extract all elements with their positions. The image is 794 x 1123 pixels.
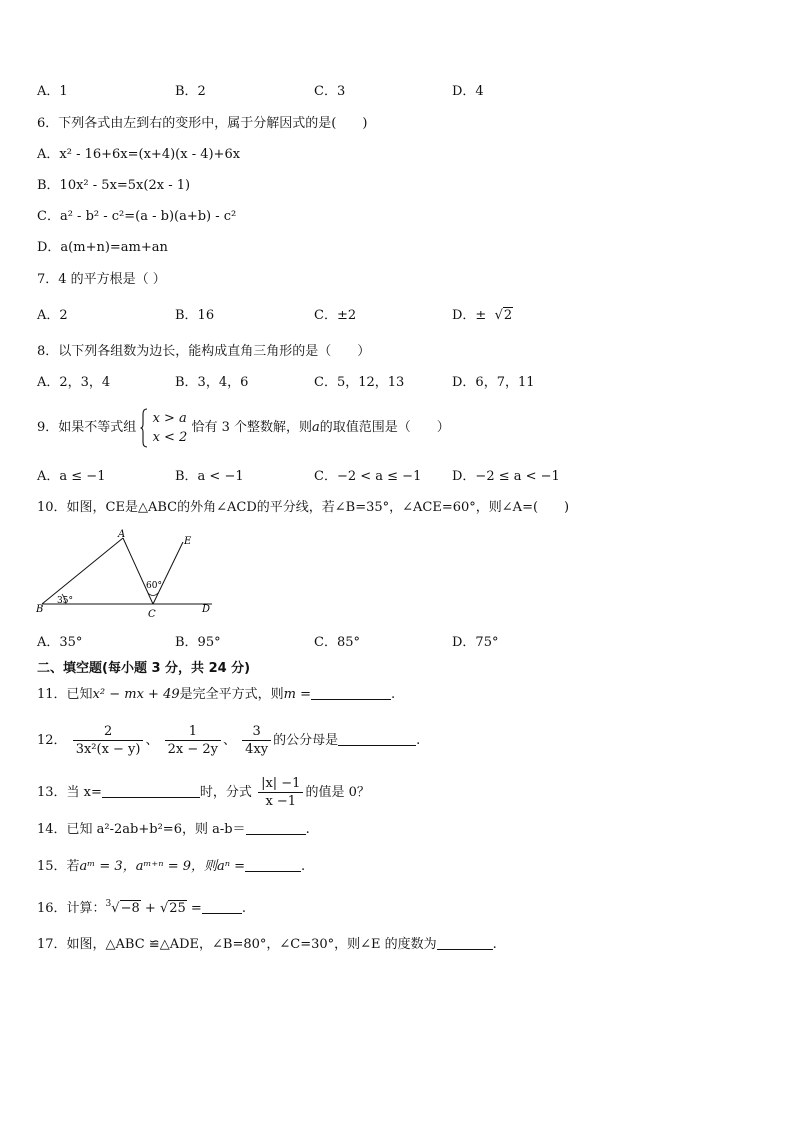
q16-cube-index: 3 [105, 899, 112, 909]
q8-option-d[interactable]: D．6，7，11 [452, 375, 535, 390]
q9-stem [37, 406, 450, 450]
q9-option-b[interactable]: B．a < −1 [175, 469, 244, 484]
q13-fraction [258, 775, 303, 810]
q13-answer-blank[interactable] [102, 784, 200, 798]
q16-prefix: 16．计算： [37, 901, 106, 916]
q13-num: |x| −1 [258, 775, 303, 793]
q12-f1-den: 3x²(x − y) [75, 742, 141, 757]
q15-e2: aᵐ⁺ⁿ = 9，则 [135, 859, 217, 874]
q11 [37, 686, 395, 704]
q13-mid: 时，分式 [199, 785, 252, 800]
q16-cube-arg: −8 [120, 901, 140, 916]
q17 [37, 936, 497, 954]
q9-inequality-system [153, 409, 188, 447]
sqrt-symbol: √2 [490, 308, 513, 323]
side-ab [42, 538, 123, 604]
q6-option-d[interactable]: D．a(m+n)=am+an [37, 240, 168, 255]
q16-plus: + [144, 901, 156, 916]
q10-triangle-figure [30, 528, 220, 620]
label-angle-b: 35° [57, 596, 73, 606]
q12-f3-den: 4xy [245, 742, 269, 757]
q5-option-d[interactable]: D．4 [452, 84, 484, 99]
sqrt-symbol: √25 [159, 901, 186, 916]
label-angle-c: 60° [146, 581, 162, 591]
q9-option-d[interactable]: D．−2 ≤ a < −1 [452, 469, 560, 484]
q12-prefix: 12． [37, 733, 67, 748]
q6-option-b[interactable]: B．10x² - 5x=5x(2x - 1) [37, 178, 191, 193]
q16-sqrt-arg: 25 [169, 901, 186, 916]
q12-answer-blank[interactable] [338, 732, 416, 746]
label-b: B [36, 604, 44, 615]
q16-end: . [241, 901, 246, 916]
q9-var: a [312, 420, 320, 435]
q12-f2-den: 2x − 2y [167, 742, 219, 757]
q13-suffix: 的值是 0？ [305, 785, 370, 800]
q8-option-c[interactable]: C．5，12，13 [314, 375, 405, 390]
q15-answer-blank[interactable] [245, 858, 301, 872]
label-d: D [202, 604, 211, 615]
q11-prefix: 11．已知 [37, 687, 93, 702]
q15-e3: aⁿ = [217, 859, 246, 874]
q10-option-d[interactable]: D．75° [452, 635, 499, 650]
q6-stem: 6．下列各式由左到右的变形中，属于分解因式的是( ) [37, 116, 368, 131]
q14-end: . [305, 822, 310, 837]
q12-f3-num: 3 [242, 723, 271, 741]
q9-ineq-2: x < 2 [152, 429, 188, 445]
q8-stem: 8．以下列各组数为边长，能构成直角三角形的是（ ） [37, 344, 371, 359]
q16 [37, 900, 246, 918]
q15-end: . [301, 859, 306, 874]
q16-answer-blank[interactable] [202, 900, 242, 914]
q9-ineq-1: x > a [152, 410, 187, 426]
q9-option-c[interactable]: C．−2 < a ≤ −1 [314, 469, 422, 484]
q14-answer-blank[interactable] [246, 821, 306, 835]
q11-answer-blank[interactable] [311, 686, 391, 700]
brace-icon [140, 408, 148, 448]
label-a: A [118, 529, 126, 540]
q6-option-c[interactable]: C．a² - b² - c²=(a - b)(a+b) - c² [37, 209, 237, 224]
q13-prefix: 13．当 x= [37, 785, 102, 800]
q7-option-b[interactable]: B．16 [175, 308, 215, 323]
q7-option-d[interactable] [452, 307, 513, 325]
q14 [37, 821, 310, 839]
q7-sqrt-arg: 2 [503, 308, 513, 323]
q12-f1-num: 2 [73, 723, 144, 741]
q9-suffix-b: 的取值范围是（ ） [319, 420, 450, 435]
q15 [37, 858, 305, 876]
q11-var: m = [283, 687, 311, 702]
q11-expr: x² − mx + 49 [92, 687, 180, 702]
q10-option-c[interactable]: C．85° [314, 635, 360, 650]
q7-option-c[interactable]: C．±2 [314, 308, 357, 323]
cube-root-symbol: √−8 [111, 901, 140, 916]
side-ac [123, 538, 153, 604]
q17-text: 17．如图，△ABC ≌△ADE，∠B=80°，∠C=30°，则∠E 的度数为 [37, 937, 437, 952]
q12 [37, 718, 420, 764]
q5-option-b[interactable]: B．2 [175, 84, 206, 99]
label-c: C [148, 609, 156, 620]
q6-option-a[interactable]: A．x² - 16+6x=(x+4)(x - 4)+6x [37, 147, 241, 162]
q11-mid: 是完全平方式，则 [179, 687, 284, 702]
q16-eq: = [190, 901, 202, 916]
q12-fraction-2 [165, 723, 221, 758]
q5-option-a[interactable]: A．1 [37, 84, 68, 99]
ray-ce [153, 542, 183, 604]
q8-option-a[interactable]: A．2，3，4 [37, 375, 111, 390]
q15-prefix: 15．若 [37, 859, 80, 874]
q10-option-a[interactable]: A．35° [37, 635, 83, 650]
q10-option-b[interactable]: B．95° [175, 635, 221, 650]
section-fill-in-title: 二、填空题(每小题 3 分，共 24 分) [37, 661, 251, 676]
q10-stem: 10．如图，CE是△ABC的外角∠ACD的平分线，若∠B=35°，∠ACE=60°，则∠A=( ) [37, 500, 570, 515]
q11-end: . [390, 687, 396, 702]
q12-fraction-1 [73, 723, 144, 758]
q12-suffix: 的公分母是 [273, 733, 339, 748]
q13-den: x −1 [265, 794, 297, 809]
q8-option-b[interactable]: B．3，4，6 [175, 375, 249, 390]
q7-option-d-label: D．± [452, 308, 487, 323]
q13 [37, 772, 370, 814]
q17-answer-blank[interactable] [437, 936, 493, 950]
q12-end: . [416, 733, 421, 748]
q9-prefix: 9．如果不等式组 [37, 420, 137, 435]
q12-fraction-3 [242, 723, 271, 758]
q7-stem: 7．4 的平方根是（ ） [37, 272, 166, 287]
q12-sep1: 、 [145, 733, 159, 748]
q5-option-c[interactable]: C．3 [314, 84, 346, 99]
q15-e1: aᵐ = 3， [79, 859, 136, 874]
q7-option-a[interactable]: A．2 [37, 308, 68, 323]
q9-option-a[interactable]: A．a ≤ −1 [37, 469, 106, 484]
q17-end: . [492, 937, 497, 952]
q14-text: 14．已知 a²-2ab+b²=6，则 a-b＝ [37, 822, 246, 837]
q12-sep2: 、 [223, 733, 237, 748]
q9-suffix-a: 恰有 3 个整数解，则 [191, 420, 313, 435]
label-e: E [184, 536, 192, 547]
q12-f2-num: 1 [165, 723, 221, 741]
